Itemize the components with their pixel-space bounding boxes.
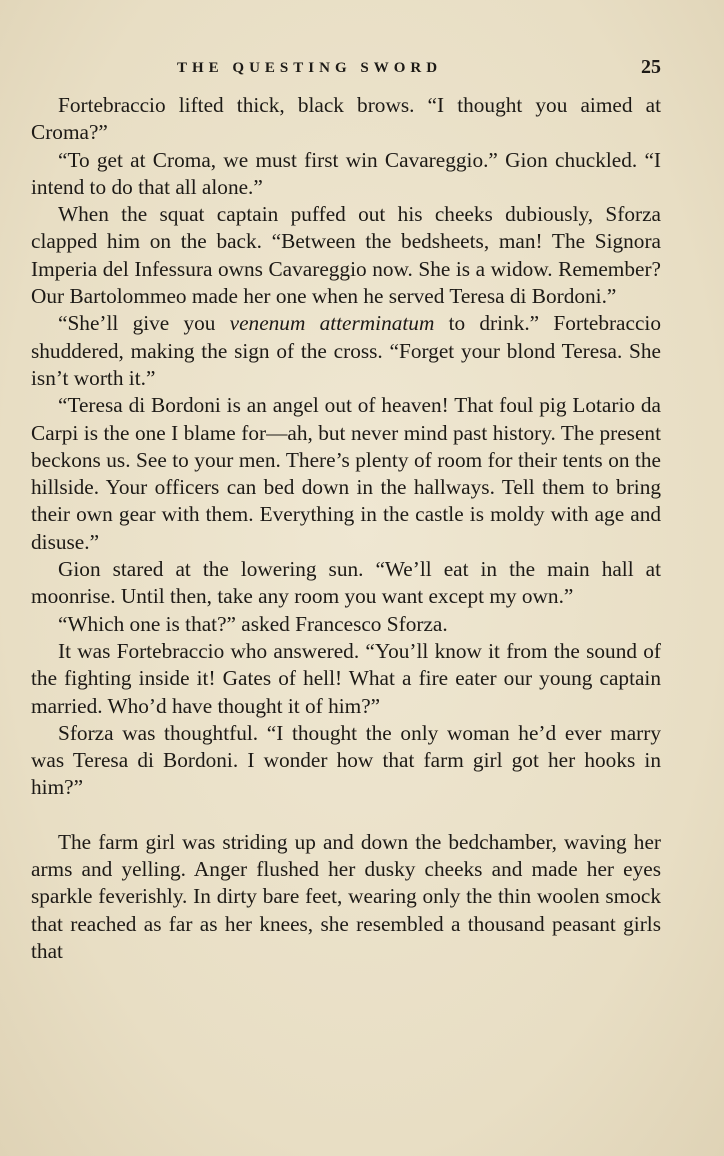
paragraph: “Teresa di Bordoni is an angel out of heaven! That foul pig Lotario da Carpi is the one I blame for—ah, but never mind past history. The present beckons us. See to your men. There’s plenty of room for their tents on the hillside. Your officers can bed down in the hallways. Tell them to bring their own gear with them. Everything in the castle is moldy with age and disuse.” — [31, 393, 661, 554]
paragraph: Gion stared at the lowering sun. “We’ll eat in the main hall at moonrise. Until then, take any room you want except my own.” — [31, 557, 661, 609]
paragraph: It was Fortebraccio who answered. “You’ll know it from the sound of the fighting inside it! Gates of hell! What a fire eater our young captain married. Who’d have thought it of him?” — [31, 638, 661, 718]
paragraph: “To get at Croma, we must first win Cavareggio.” Gion chuckled. “I intend to do that all alone.” — [31, 147, 661, 199]
paragraph: The farm girl was striding up and down the bedchamber, waving her arms and yelling. Anger flushed her dusky cheeks and made her eyes sparkle feverishly. In dirty bare feet, wearing only the thin woolen smock that reached as far as her knees, she resembled a thousand peasant girls that — [31, 829, 661, 963]
running-title: THE QUESTING SWORD — [177, 60, 443, 76]
body-text — [31, 92, 661, 965]
paragraph-text: “She’ll give you — [58, 311, 230, 336]
page-number: 25 — [641, 56, 661, 78]
paragraph: Fortebraccio lifted thick, black brows. “I thought you aimed at Croma?” — [31, 93, 661, 145]
book-page — [31, 56, 661, 965]
section-break — [31, 802, 661, 829]
paragraph: Sforza was thoughtful. “I thought the only woman he’d ever marry was Teresa di Bordoni. I wonder how that farm girl got her hooks in him?” — [31, 720, 661, 800]
paragraph: When the squat captain puffed out his cheeks dubiously, Sforza clapped him on the back. “Between the bedsheets, man! The Signora Imperia del Infessura owns Cavareggio now. She is a widow. Remember? Our Bartolommeo made her one when he served Teresa di Bordoni.” — [31, 202, 661, 309]
running-head — [31, 56, 661, 92]
italic-phrase: venenum atterminatum — [229, 311, 435, 336]
paragraph-text: to drink.” Fortebraccio shuddered, making the sign of the cross. “Forget your blond Teresa. She isn’t worth it.” — [31, 311, 661, 390]
paragraph: “Which one is that?” asked Francesco Sforza. — [58, 611, 448, 636]
paragraph — [31, 310, 661, 392]
